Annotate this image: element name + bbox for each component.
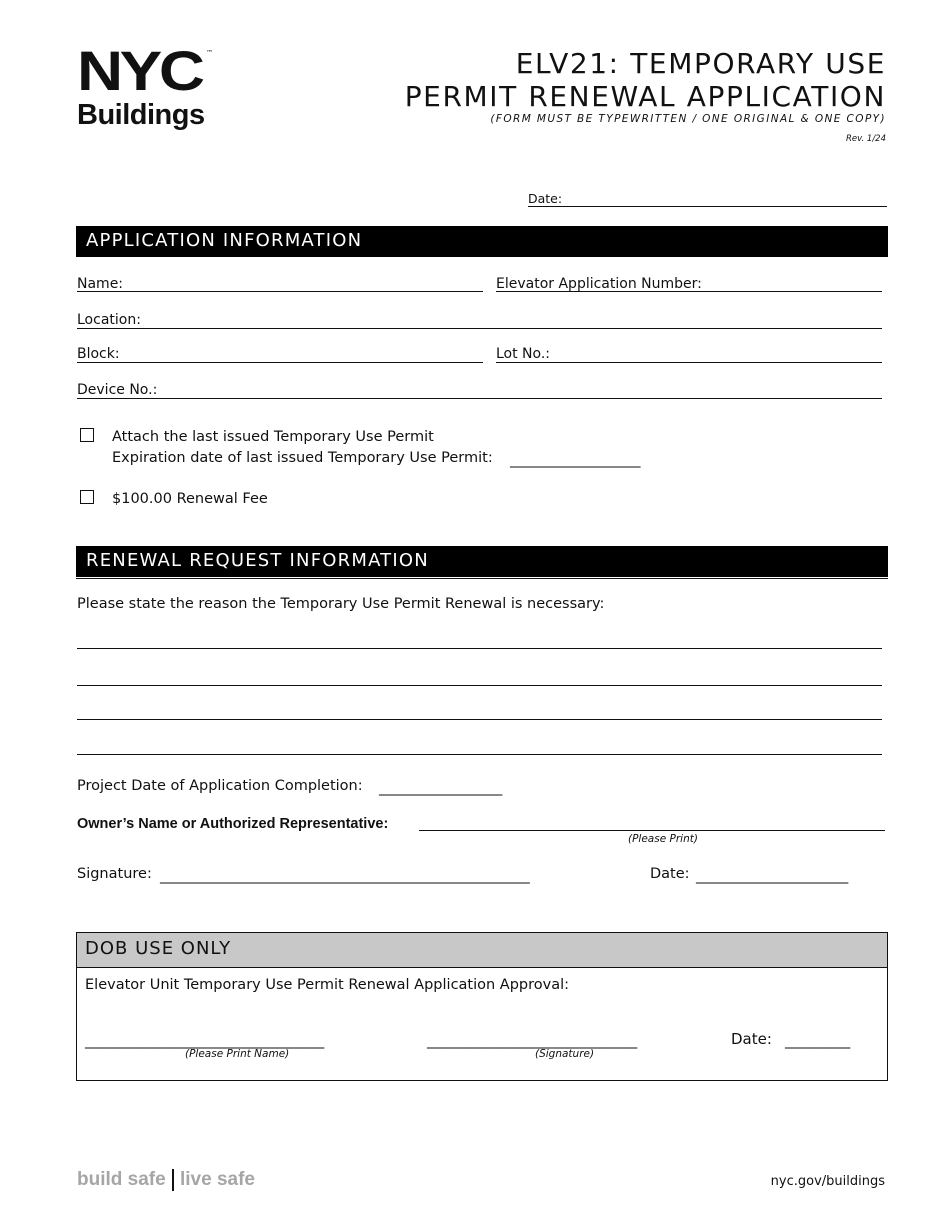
buildings-logo-text: Buildings bbox=[77, 99, 205, 131]
name-label: Name: bbox=[77, 276, 124, 292]
signature-label: Signature: bbox=[77, 866, 152, 882]
dob-signature-hint: (Signature) bbox=[535, 1048, 595, 1060]
reason-line-2[interactable] bbox=[77, 685, 882, 686]
block-field[interactable] bbox=[77, 362, 483, 363]
dob-print-name-hint: (Please Print Name) bbox=[185, 1048, 290, 1060]
completion-date-field[interactable]: _________________ bbox=[379, 780, 503, 796]
expiration-date-field[interactable]: __________________ bbox=[510, 452, 641, 468]
lot-number-label: Lot No.: bbox=[496, 346, 551, 362]
signature-date-label: Date: bbox=[650, 866, 690, 882]
dob-print-name-field[interactable]: _________________________________ bbox=[85, 1033, 325, 1049]
owner-name-hint: (Please Print) bbox=[628, 833, 698, 845]
reason-line-1[interactable] bbox=[77, 648, 882, 649]
nyc-logo: NYC bbox=[77, 39, 202, 102]
footer-slogan-build-safe: build safe bbox=[77, 1169, 166, 1190]
dob-date-field[interactable]: _________ bbox=[785, 1033, 851, 1049]
header-rule bbox=[76, 578, 888, 579]
owner-name-field[interactable] bbox=[419, 830, 885, 831]
renewal-request-header bbox=[76, 546, 888, 577]
name-field[interactable] bbox=[77, 291, 483, 292]
renewal-fee-checkbox[interactable] bbox=[80, 490, 94, 504]
header-date-label: Date: bbox=[528, 191, 563, 206]
renewal-fee-label: $100.00 Renewal Fee bbox=[112, 491, 268, 507]
footer-slogan-divider bbox=[172, 1169, 174, 1191]
application-info-heading: APPLICATION INFORMATION bbox=[86, 230, 363, 251]
reason-line-3[interactable] bbox=[77, 719, 882, 720]
location-label: Location: bbox=[77, 312, 141, 328]
reason-line-4[interactable] bbox=[77, 754, 882, 755]
owner-name-label: Owner’s Name or Authorized Representative: bbox=[77, 816, 389, 832]
dob-signature-field[interactable]: _____________________________ bbox=[427, 1033, 638, 1049]
renewal-request-heading: RENEWAL REQUEST INFORMATION bbox=[86, 550, 429, 571]
footer-slogan-live-safe: live safe bbox=[180, 1169, 255, 1190]
signature-field[interactable]: ___________________________________________________ bbox=[160, 868, 530, 884]
form-title-line2: PERMIT RENEWAL APPLICATION bbox=[404, 80, 886, 113]
dob-use-only-heading: DOB USE ONLY bbox=[85, 938, 232, 959]
elevator-application-number-field[interactable] bbox=[496, 291, 882, 292]
form-subtitle: (FORM MUST BE TYPEWRITTEN / ONE ORIGINAL & ONE COPY) bbox=[490, 113, 886, 125]
attach-permit-checkbox[interactable] bbox=[80, 428, 94, 442]
attach-permit-label: Attach the last issued Temporary Use Permit bbox=[112, 429, 434, 445]
trademark-symbol: ™ bbox=[206, 49, 213, 57]
reason-prompt: Please state the reason the Temporary Use Permit Renewal is necessary: bbox=[77, 596, 605, 612]
footer-url[interactable]: nyc.gov/buildings bbox=[770, 1174, 885, 1189]
dob-approval-label: Elevator Unit Temporary Use Permit Renewal Application Approval: bbox=[85, 977, 570, 993]
expiration-date-label: Expiration date of last issued Temporary Use Permit: bbox=[112, 450, 493, 466]
lot-number-field[interactable] bbox=[496, 362, 882, 363]
header-date-field[interactable] bbox=[528, 206, 887, 207]
form-title-line1: ELV21: TEMPORARY USE bbox=[515, 47, 886, 80]
device-number-label: Device No.: bbox=[77, 382, 158, 398]
signature-date-field[interactable]: _____________________ bbox=[696, 868, 849, 884]
dob-date-label: Date: bbox=[731, 1030, 772, 1048]
elevator-application-number-label: Elevator Application Number: bbox=[496, 276, 702, 292]
block-label: Block: bbox=[77, 346, 120, 362]
revision-label: Rev. 1/24 bbox=[846, 134, 886, 144]
dob-use-only-header bbox=[77, 933, 887, 968]
completion-date-label: Project Date of Application Completion: bbox=[77, 778, 363, 794]
application-info-header bbox=[76, 226, 888, 257]
location-field[interactable] bbox=[77, 328, 882, 329]
device-number-field[interactable] bbox=[77, 398, 882, 399]
